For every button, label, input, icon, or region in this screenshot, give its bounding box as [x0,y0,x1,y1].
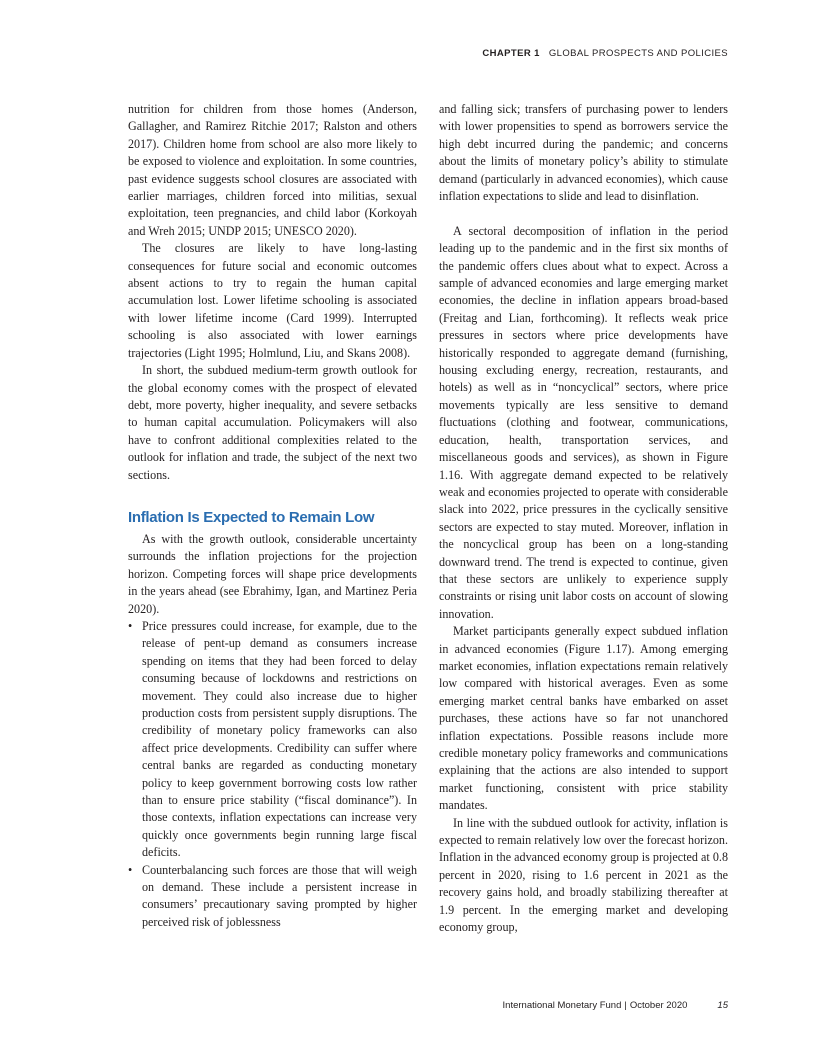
publisher-name: International Monetary Fund [502,1000,622,1011]
bullet-item [128,618,417,862]
bullet-item [128,862,417,932]
paragraph: As with the growth outlook, considerable uncertainty surrounds the inflation projections for the projection horizon. Competing forces will shape price developments in the years ahead (see Ebrahimy, Igan, and Martinez Peria 2020). [128,531,417,616]
paragraph: A sectoral decomposition of inflation in the period leading up to the pandemic and in the first six months of the pandemic offers clues about what to expect. Across a sample of advanced economies and large emerging market economies, the decline in inflation appears broad-based (Freitag and Lian, forthcoming). It reflects weak price pressures in sectors where price developments have historically responded to aggregate demand (furnishing, housing excluding energy, recreation, restaurants, and hotels) as well as in “noncyclical” sectors, where price movements typically are less sensitive to demand fluctuations (clothing and footwear, communications, education, health, transportation services, and miscellaneous goods and services), as shown in Figure 1.16. With aggregate demand expected to be relatively weak and economies projected to operate with considerable slack into 2022, price pressures in the cyclically sensitive sectors are expected to stay muted. Moreover, inflation in the noncyclical group has been on a long-standing downward trend. The trend is expected to continue, given that these sectors are unlikely to experience supply constraints or rising unit labor costs on account of slowing innovation. [439,223,728,621]
bullet-icon: • [128,618,133,633]
chapter-label: CHAPTER 1 [482,48,540,59]
bullet-icon: • [128,862,133,877]
paragraph: The closures are likely to have long-lasting consequences for future social and economic outcomes absent actions to try to regain the human capital accumulation lost. Lower lifetime schooling is associated with lower lifetime income (Card 1999). Interrupted schooling is also associated with lower earnings trajectories (Light 1995; Holmlund, Liu, and Skans 2008). [128,241,417,360]
page-footer [503,1000,728,1011]
bullet-text: Price pressures could increase, for example, due to the release of pent-up demand as consumers increase spending on items that they had been forced to delay consuming because of lockdowns and restrictions on movement. They could also increase due to higher production costs from persistent supply disruptions. The credibility of monetary policy frameworks can also affect price developments. Credibility can suffer where central banks are regarded as conducting monetary policy to keep government borrowing costs low rather than to ensure price stability (“fiscal dominance”). In those contexts, inflation expectations can increase very quickly once governments begin running large fiscal deficits. [142,618,417,860]
paragraph: nutrition for children from those homes (Anderson, Gallagher, and Ramirez Ritchie 2017; Ralston and others 2017). Children home from school are also more likely to be exposed to violence and exploitation. In some countries, past evidence suggests school closures are associated with earlier marriages, children forced into militias, sexual exploitation, teen pregnancies, and child labor (Korkoyah and Wreh 2015; UNDP 2015; UNESCO 2020). [128,102,417,238]
paragraph: In short, the subdued medium-term growth outlook for the global economy comes with the prospect of elevated debt, more poverty, higher inequality, and severe setbacks to human capital accumulation. Policymakers will also have to confront additional complexities related to the outlook for inflation and trade, the subject of the next two sections. [128,363,417,482]
publication-date: October 2020 [629,1000,688,1011]
bullet-list [128,618,417,931]
chapter-title: GLOBAL PROSPECTS AND POLICIES [548,48,728,59]
running-header [482,48,728,59]
paragraph-gap [439,205,728,222]
paragraph: In line with the subdued outlook for activity, inflation is expected to remain relatively low over the forecast horizon. Inflation in the advanced economy group is projected at 0.8 percent in 2020, rising to 1.6 percent in 2021 as the recovery gains hold, and broadly stabilizing thereafter at 1.9 percent. In the emerging market and developing economy group, [439,815,728,935]
footer-separator: | [624,1000,627,1011]
paragraph: and falling sick; transfers of purchasing power to lenders with lower propensities to spend as borrowers service the high debt incurred during the pandemic; and concerns about the limits of monetary policy’s ability to stimulate demand (particularly in advanced economies), which cause inflation expectations to slide and lead to disinflation. [439,102,728,204]
paragraph: Market participants generally expect subdued inflation in advanced economies (Figure 1.17). Among emerging market economies, inflation expectations remain relatively low compared with historical averages. Even as some emerging market central banks have embarked on asset purchases, these actions have so far not unanchored inflation expectations. Possible reasons include more credible monetary policy frameworks and communications explaining that the actions are also intended to support market functioning, consistent with price stability mandates. [439,624,728,813]
page-number: 15 [717,1000,728,1011]
bullet-text: Counterbalancing such forces are those that will weigh on demand. These include a persistent increase in consumers’ precautionary saving prompted by higher perceived risk of joblessness [142,862,417,929]
right-column [439,101,728,936]
section-heading: Inflation Is Expected to Remain Low [128,508,375,526]
left-column [128,101,417,931]
